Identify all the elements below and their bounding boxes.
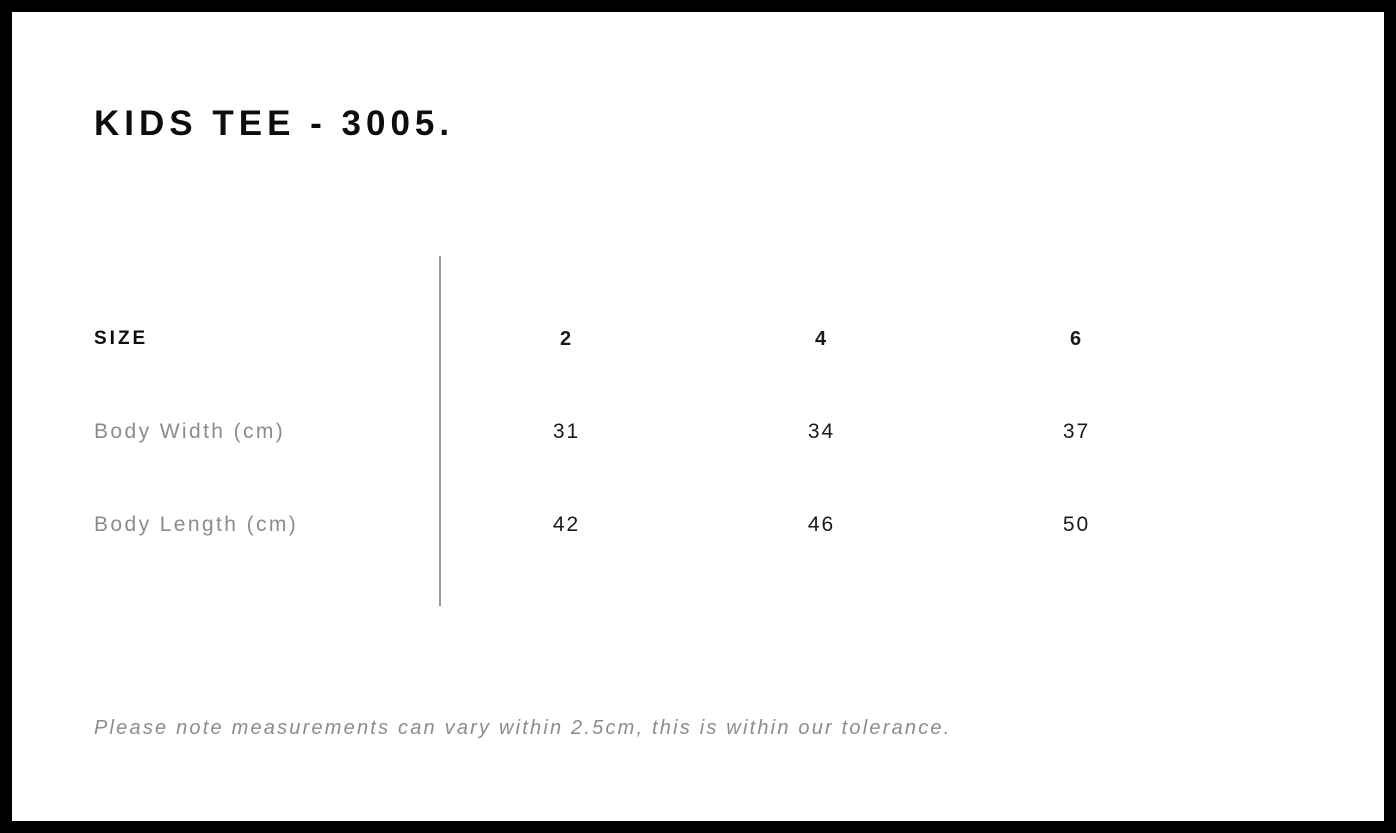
header-size-4: 4 xyxy=(814,327,829,350)
header-size-label: SIZE xyxy=(94,328,149,349)
body-width-size-4: 34 xyxy=(807,420,836,443)
table-header-row xyxy=(94,324,1204,354)
row-label-body-width: Body Width (cm) xyxy=(94,420,286,443)
header-size-6: 6 xyxy=(1069,327,1084,350)
table-row xyxy=(94,510,1204,540)
row-label-body-length: Body Length (cm) xyxy=(94,513,299,536)
body-length-size-4: 46 xyxy=(807,513,836,536)
header-size-2: 2 xyxy=(559,327,574,350)
body-width-size-2: 31 xyxy=(552,420,581,443)
body-length-size-6: 50 xyxy=(1062,513,1091,536)
body-length-size-2: 42 xyxy=(552,513,581,536)
size-chart-page xyxy=(12,12,1384,821)
table-row xyxy=(94,417,1204,447)
tolerance-note: Please note measurements can vary within 2.5cm, this is within our tolerance. xyxy=(94,717,952,739)
page-title: KIDS TEE - 3005. xyxy=(94,104,455,143)
body-width-size-6: 37 xyxy=(1062,420,1091,443)
